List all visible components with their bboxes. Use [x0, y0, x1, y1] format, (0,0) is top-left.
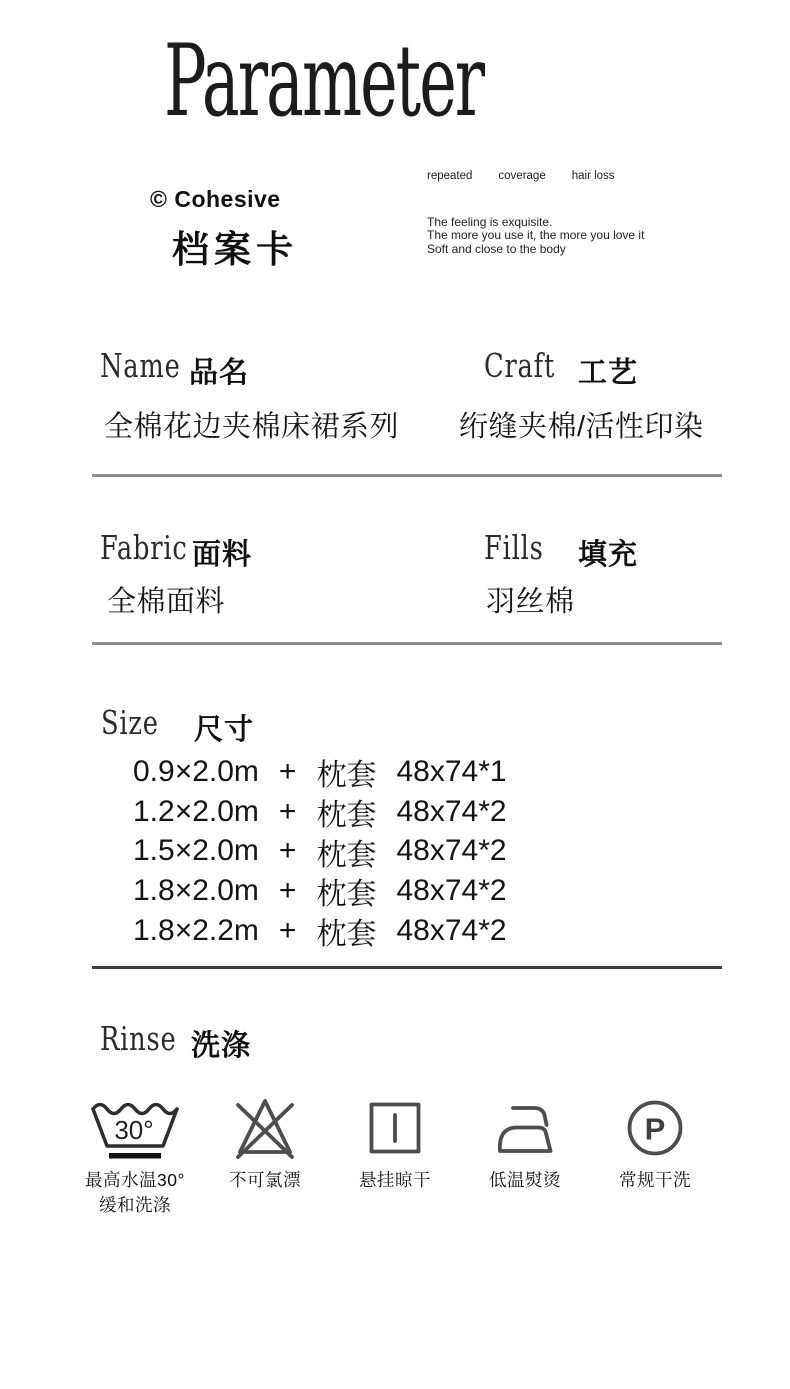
divider	[92, 642, 722, 645]
size-row	[133, 832, 507, 872]
feature-tag: repeated	[427, 170, 473, 182]
label-size-en: Size	[101, 703, 159, 742]
brand-subtitle: 档案卡	[172, 229, 298, 270]
plus-sign: +	[278, 794, 297, 828]
care-label-line: 常规干洗	[619, 1170, 691, 1190]
dry-clean-letter: P	[644, 1111, 666, 1147]
hang-dry-icon	[369, 1096, 421, 1160]
care-label	[229, 1168, 301, 1193]
iron-low-icon	[491, 1096, 559, 1160]
care-label-line: 不可氯漂	[229, 1170, 301, 1190]
size-pillow-label: 枕套	[316, 838, 377, 872]
divider	[92, 966, 722, 969]
size-bed: 1.5×2.0m	[133, 834, 259, 868]
plus-sign: +	[278, 874, 297, 908]
size-bed: 1.8×2.0m	[133, 874, 259, 908]
care-label-line: 缓和洗涤	[99, 1195, 171, 1215]
label-rinse-en: Rinse	[100, 1019, 177, 1058]
label-craft-en: Craft	[484, 346, 556, 385]
fills-value: 羽丝棉	[486, 586, 575, 618]
label-craft-zh: 工艺	[578, 357, 639, 389]
tagline-line: Soft and close to the body	[427, 241, 566, 256]
care-label-line: 悬挂晾干	[359, 1170, 431, 1190]
label-fills-en: Fills	[484, 528, 544, 567]
size-pillow-label: 枕套	[316, 878, 377, 912]
name-value: 全棉花边夹棉床裙系列	[104, 411, 400, 443]
size-bed: 1.8×2.2m	[133, 914, 259, 948]
size-pillow-spec: 48x74*2	[396, 794, 507, 828]
size-pillow-label: 枕套	[316, 758, 377, 792]
fabric-value: 全棉面料	[107, 586, 226, 618]
brand-name: © Cohesive	[150, 186, 281, 212]
plus-sign: +	[278, 754, 297, 788]
care-label	[359, 1168, 431, 1193]
size-pillow-label: 枕套	[316, 798, 377, 832]
label-fills-zh: 填充	[578, 539, 639, 571]
size-row	[133, 871, 507, 911]
label-name-en: Name	[100, 346, 181, 385]
size-row	[133, 911, 507, 951]
divider	[92, 474, 722, 477]
size-pillow-spec: 48x74*1	[396, 754, 507, 788]
size-pillow-spec: 48x74*2	[396, 834, 507, 868]
wash-temp-text: 30°	[114, 1115, 154, 1145]
plus-sign: +	[278, 834, 297, 868]
wash-tub-30-icon	[89, 1096, 181, 1160]
label-rinse-zh: 洗涤	[191, 1030, 252, 1062]
size-bed: 0.9×2.0m	[133, 754, 259, 788]
tagline-line: The more you use it, the more you love it	[427, 228, 645, 243]
size-pillow-spec: 48x74*2	[396, 914, 507, 948]
care-label	[619, 1168, 691, 1193]
feature-tag: coverage	[498, 170, 546, 182]
craft-value: 绗缝夹棉/活性印染	[459, 411, 704, 443]
care-label	[85, 1168, 185, 1218]
care-item-wash	[70, 1096, 200, 1218]
size-list	[133, 752, 507, 951]
care-label-line: 最高水温30°	[85, 1170, 185, 1190]
page-title: Parameter	[164, 24, 484, 139]
size-bed: 1.2×2.0m	[133, 794, 259, 828]
feature-tag: hair loss	[571, 170, 615, 182]
tagline-line: The feeling is exquisite.	[427, 215, 553, 229]
label-name-zh: 品名	[189, 357, 250, 389]
size-pillow-spec: 48x74*2	[396, 874, 507, 908]
feature-tags	[427, 170, 615, 182]
care-label	[489, 1168, 561, 1193]
dry-clean-p-icon	[626, 1096, 684, 1160]
care-label-line: 低温熨烫	[489, 1170, 561, 1190]
care-item-hang-dry	[330, 1096, 460, 1218]
tagline	[427, 216, 644, 256]
size-row	[133, 792, 507, 832]
label-fabric-zh: 面料	[192, 539, 253, 571]
care-item-iron	[460, 1096, 590, 1218]
size-row	[133, 752, 507, 792]
label-fabric-en: Fabric	[100, 528, 188, 567]
plus-sign: +	[278, 914, 297, 948]
care-symbols	[70, 1096, 720, 1218]
label-size-zh: 尺寸	[194, 714, 255, 746]
size-pillow-label: 枕套	[316, 918, 377, 952]
care-item-no-bleach	[200, 1096, 330, 1218]
care-item-dry-clean	[590, 1096, 720, 1218]
no-bleach-icon	[231, 1096, 299, 1160]
